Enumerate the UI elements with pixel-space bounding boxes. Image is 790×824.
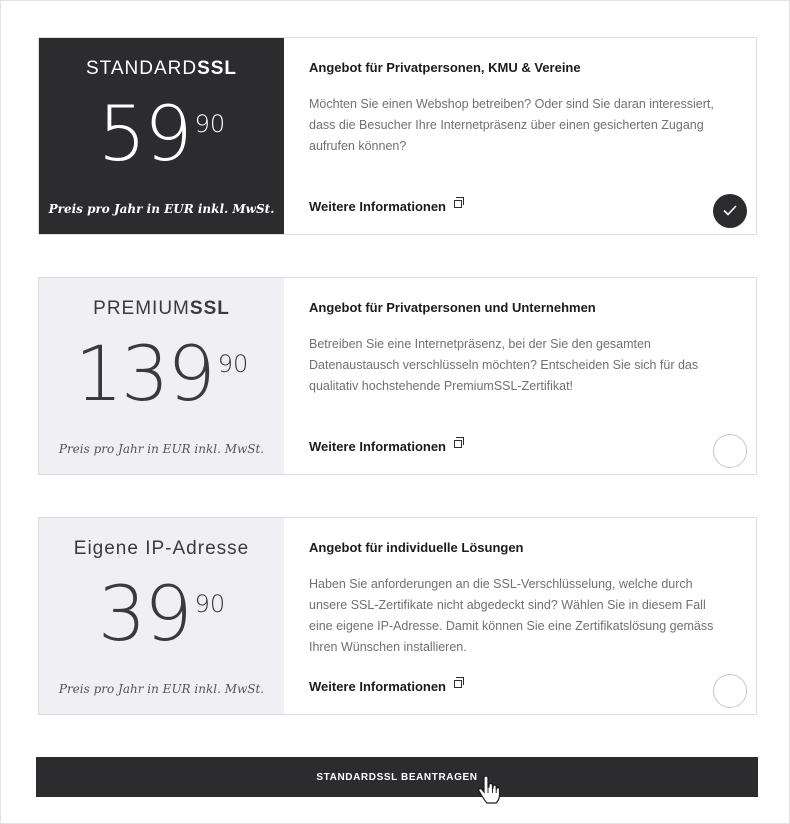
price	[39, 89, 284, 178]
check-icon	[723, 205, 737, 216]
price-main: 39	[97, 569, 191, 658]
external-link-icon	[454, 680, 462, 688]
price-panel	[39, 278, 284, 474]
more-info-link[interactable]: Weitere Informationen	[309, 199, 462, 214]
price-note: Preis pro Jahr in EUR inkl. MwSt.	[48, 202, 275, 216]
price-cents: 90	[194, 110, 226, 138]
offer-description: Möchten Sie einen Webshop betreiben? Oder sind Sie daran interessiert, dass die Besucher Ihre Internetpräsenz über einen gesicherten Zugang aufrufen können?	[309, 97, 714, 153]
price-cents: 90	[217, 350, 249, 378]
offer-heading: Angebot für Privatpersonen, KMU & Vereine	[309, 60, 581, 75]
offer-heading: Angebot für individuelle Lösungen	[309, 540, 524, 555]
select-radio-selected[interactable]	[713, 194, 747, 228]
select-radio[interactable]	[713, 434, 747, 468]
offer-heading: Angebot für Privatpersonen und Unternehmen	[309, 300, 596, 315]
offer-description: Betreiben Sie eine Internetpräsenz, bei der Sie den gesamten Datenaustausch verschlüsseln möchten? Entscheiden Sie sich für das qualitativ hochstehende PremiumSSL-Zertifikat!	[309, 337, 699, 393]
offer-details	[284, 38, 756, 234]
offer-description: Haben Sie anforderungen an die SSL-Verschlüsselung, welche durch unsere SSL-Zertifikate nicht abgedeckt sind? Wählen Sie in diesem Fall eine eigene IP-Adresse. Damit können Sie eine Zertifikatslösung gemäss Ihren Wünschen installieren.	[309, 577, 714, 654]
price-note: Preis pro Jahr in EUR inkl. MwSt.	[58, 682, 265, 696]
price-main: 139	[74, 329, 214, 418]
more-info-link[interactable]: Weitere Informationen	[309, 439, 462, 454]
price-panel	[39, 38, 284, 234]
hand-pointer-icon	[478, 776, 500, 804]
price-panel	[39, 518, 284, 714]
product-name: PREMIUMSSL	[93, 298, 230, 319]
external-link-icon	[454, 440, 462, 448]
external-link-icon	[454, 200, 462, 208]
price	[39, 329, 284, 418]
select-radio[interactable]	[713, 674, 747, 708]
offer-details	[284, 518, 756, 714]
more-info-link[interactable]: Weitere Informationen	[309, 679, 462, 694]
product-card-ip-address[interactable]	[38, 517, 757, 715]
price-main: 59	[97, 89, 191, 178]
offer-details	[284, 278, 756, 474]
product-name: Eigene IP-Adresse	[73, 538, 250, 559]
product-card-premiumssl[interactable]	[38, 277, 757, 475]
price-cents: 90	[194, 590, 226, 618]
price-note: Preis pro Jahr in EUR inkl. MwSt.	[58, 442, 265, 456]
product-name: STANDARDSSL	[85, 58, 238, 79]
product-card-standardssl[interactable]	[38, 37, 757, 235]
apply-button[interactable]: STANDARDSSL BEANTRAGEN	[36, 757, 758, 797]
price	[39, 569, 284, 658]
